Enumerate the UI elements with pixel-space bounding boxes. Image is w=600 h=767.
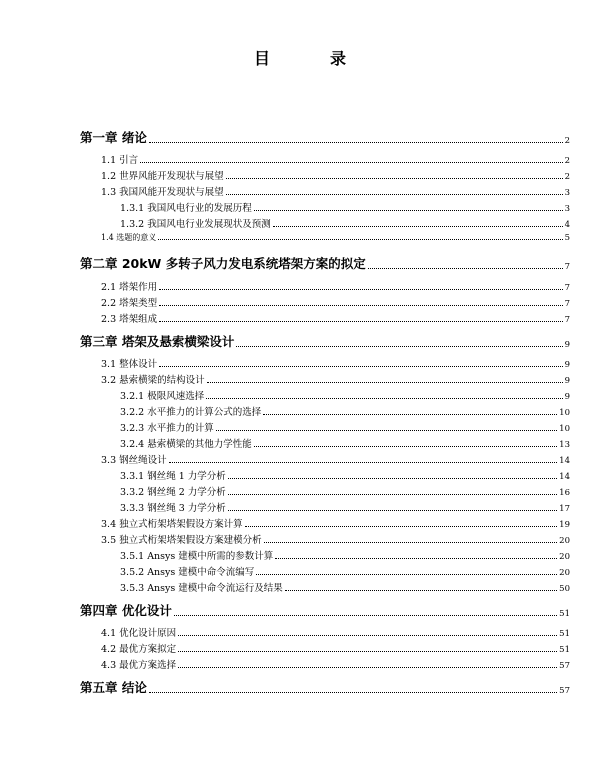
- toc-entry-chapter-5[interactable]: [80, 678, 570, 696]
- toc-label: 3.3.2 钢丝绳 2 力学分析: [120, 487, 226, 498]
- toc-page-number: 50: [559, 584, 570, 594]
- dot-leader: [178, 667, 557, 668]
- toc-entry-3-3-1[interactable]: [120, 468, 570, 482]
- toc-page-number: 3: [564, 204, 570, 214]
- dot-leader: [263, 414, 557, 415]
- toc-entry-1-4[interactable]: [101, 232, 570, 243]
- dot-leader: [207, 382, 563, 383]
- toc-page-number: 51: [559, 645, 570, 655]
- toc-label: 1.3 我国风能开发现状与展望: [101, 187, 224, 198]
- toc-page-number: 20: [559, 552, 570, 562]
- toc-label: 3.4 独立式桁架塔架假设方案计算: [101, 519, 243, 530]
- toc-entry-3-3[interactable]: [101, 452, 570, 466]
- dot-leader: [273, 226, 563, 227]
- dot-leader: [228, 510, 557, 511]
- dot-leader: [159, 321, 562, 322]
- dot-leader: [159, 366, 562, 367]
- toc-entry-3-2-4[interactable]: [120, 436, 570, 450]
- toc-page-number: 7: [564, 262, 570, 272]
- toc-label: 4.1 优化设计原因: [101, 628, 177, 639]
- dot-leader: [254, 210, 563, 211]
- dot-leader: [226, 194, 563, 195]
- toc-page-number: 10: [559, 424, 570, 434]
- toc-page-number: 51: [559, 609, 570, 619]
- toc-entry-chapter-1[interactable]: [80, 128, 570, 146]
- dot-leader: [228, 478, 557, 479]
- toc-entry-2-3[interactable]: [101, 311, 570, 325]
- toc-page-number: 3: [564, 188, 570, 198]
- dot-leader: [275, 558, 557, 559]
- toc-entry-3-1[interactable]: [101, 356, 570, 370]
- dot-leader: [159, 305, 562, 306]
- toc-page-number: 17: [559, 504, 570, 514]
- toc-entry-3-4[interactable]: [101, 516, 570, 530]
- toc-label: 3.3.3 钢丝绳 3 力学分析: [120, 503, 226, 514]
- toc-page-number: 7: [564, 299, 570, 309]
- toc-page-number: 2: [564, 136, 570, 146]
- toc-entry-3-5[interactable]: [101, 532, 570, 546]
- toc-page-number: 7: [564, 283, 570, 293]
- toc-page-number: 51: [559, 629, 570, 639]
- toc-label: 第三章 塔架及悬索横梁设计: [80, 334, 235, 349]
- toc-page-number: 20: [559, 568, 570, 578]
- toc-label: 2.2 塔架类型: [101, 298, 158, 309]
- toc-entry-1-3-2[interactable]: [120, 216, 570, 230]
- toc-label: 1.3.2 我国风电行业发展现状及预测: [120, 219, 271, 230]
- toc-entry-3-5-3[interactable]: [120, 580, 570, 594]
- toc-entry-1-3-1[interactable]: [120, 200, 570, 214]
- toc-page-number: 5: [564, 233, 570, 243]
- toc-page-number: 9: [564, 340, 570, 350]
- dot-leader: [256, 574, 557, 575]
- toc-label: 3.5.2 Ansys 建模中命令流编写: [120, 567, 255, 578]
- dot-leader: [368, 268, 563, 269]
- toc-label: 第二章 20kW 多转子风力发电系统塔架方案的拟定: [80, 256, 366, 271]
- toc-label: 4.3 最优方案选择: [101, 660, 177, 671]
- toc-page-number: 4: [564, 220, 570, 230]
- dot-leader: [178, 651, 557, 652]
- toc-label: 3.2.4 悬索横梁的其他力学性能: [120, 439, 252, 450]
- toc-label: 3.2.3 水平推力的计算: [120, 423, 214, 434]
- toc-entry-3-2-1[interactable]: [120, 388, 570, 402]
- toc-entry-4-2[interactable]: [101, 641, 570, 655]
- toc-page-number: 2: [564, 172, 570, 182]
- toc-label: 第一章 绪论: [80, 130, 147, 145]
- toc-entry-3-2-2[interactable]: [120, 404, 570, 418]
- dot-leader: [159, 289, 562, 290]
- toc-entry-2-2[interactable]: [101, 295, 570, 309]
- toc-label: 3.3.1 钢丝绳 1 力学分析: [120, 471, 226, 482]
- toc-label: 1.4 选题的意义: [101, 233, 157, 242]
- toc-label: 3.3 钢丝绳设计: [101, 455, 167, 466]
- dot-leader: [206, 398, 562, 399]
- toc-entry-4-3[interactable]: [101, 657, 570, 671]
- toc-page-number: 57: [559, 661, 570, 671]
- dot-leader: [285, 590, 557, 591]
- toc-entry-chapter-4[interactable]: [80, 601, 570, 619]
- toc-entry-3-2-3[interactable]: [120, 420, 570, 434]
- toc-label: 3.2 悬索横梁的结构设计: [101, 375, 205, 386]
- dot-leader: [140, 162, 562, 163]
- toc-label: 3.5.1 Ansys 建模中所需的参数计算: [120, 551, 274, 562]
- dot-leader: [149, 692, 557, 693]
- toc-page-number: 13: [559, 440, 570, 450]
- toc-label: 2.3 塔架组成: [101, 314, 158, 325]
- toc-page-number: 9: [564, 392, 570, 402]
- toc-entry-3-5-2[interactable]: [120, 564, 570, 578]
- toc-page-number: 9: [564, 360, 570, 370]
- dot-leader: [169, 462, 558, 463]
- toc-entry-2-1[interactable]: [101, 279, 570, 293]
- page-title: 目 录: [253, 49, 368, 68]
- toc-entry-1-3[interactable]: [101, 184, 570, 198]
- toc-entry-3-3-2[interactable]: [120, 484, 570, 498]
- toc-entry-chapter-3[interactable]: [80, 332, 570, 350]
- toc-label: 1.2 世界风能开发现状与展望: [101, 171, 224, 182]
- toc-label: 1.1 引言: [101, 155, 139, 166]
- toc-label: 2.1 塔架作用: [101, 282, 158, 293]
- toc-entry-3-3-3[interactable]: [120, 500, 570, 514]
- toc-page-number: 7: [564, 315, 570, 325]
- toc-page-number: 10: [559, 408, 570, 418]
- dot-leader: [216, 430, 557, 431]
- toc-page-number: 9: [564, 376, 570, 386]
- toc-entry-3-2[interactable]: [101, 372, 570, 386]
- dot-leader: [226, 178, 563, 179]
- toc-page-number: 14: [559, 456, 570, 466]
- dot-leader: [149, 142, 563, 143]
- dot-leader: [264, 542, 558, 543]
- toc-entry-1-2[interactable]: [101, 168, 570, 182]
- toc-label: 第四章 优化设计: [80, 603, 172, 618]
- toc-entry-4-1[interactable]: [101, 625, 570, 639]
- toc-label: 3.5.3 Ansys 建模中命令流运行及结果: [120, 583, 283, 594]
- dot-leader: [174, 615, 557, 616]
- dot-leader: [254, 446, 557, 447]
- toc-entry-3-5-1[interactable]: [120, 548, 570, 562]
- toc-page-number: 14: [559, 472, 570, 482]
- toc-label: 3.2.2 水平推力的计算公式的选择: [120, 407, 262, 418]
- toc-page-number: 20: [559, 536, 570, 546]
- dot-leader: [236, 346, 562, 347]
- dot-leader: [245, 526, 558, 527]
- toc-page-number: 2: [564, 156, 570, 166]
- dot-leader: [178, 635, 557, 636]
- toc-page-number: 16: [559, 488, 570, 498]
- dot-leader: [228, 494, 557, 495]
- toc-label: 1.3.1 我国风电行业的发展历程: [120, 203, 252, 214]
- toc-label: 3.5 独立式桁架塔架假设方案建模分析: [101, 535, 262, 546]
- toc-label: 4.2 最优方案拟定: [101, 644, 177, 655]
- dot-leader: [158, 239, 562, 240]
- toc-entry-chapter-2[interactable]: [80, 254, 570, 272]
- toc-page-number: 19: [559, 520, 570, 530]
- toc-label: 3.1 整体设计: [101, 359, 158, 370]
- toc-entry-1-1[interactable]: [101, 152, 570, 166]
- toc-page-number: 57: [559, 686, 570, 696]
- toc-label: 3.2.1 极限风速选择: [120, 391, 205, 402]
- toc-label: 第五章 结论: [80, 680, 147, 695]
